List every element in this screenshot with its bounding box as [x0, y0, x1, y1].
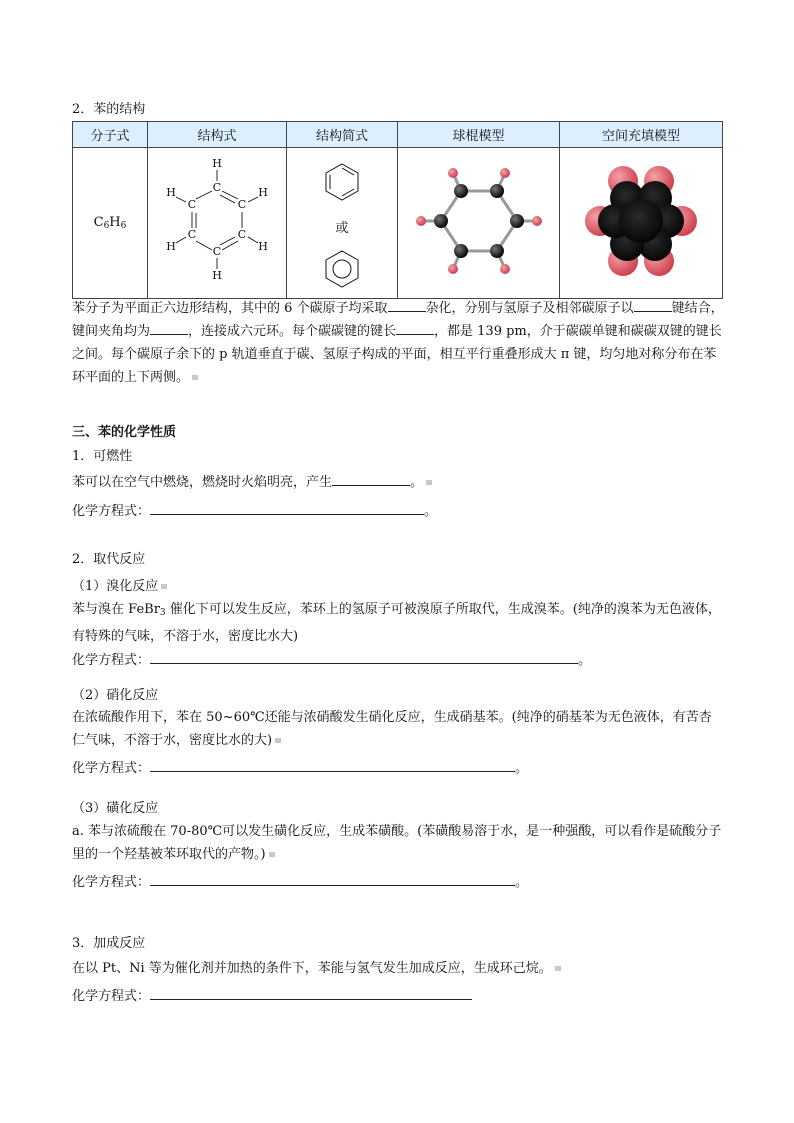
space-filling-model-image [581, 161, 701, 281]
nitration-text: 在浓硫酸作用下，苯在 50~60℃还能与浓硝酸发生硝化反应，生成硝基苯。(纯净的硝基苯为无色液体，有苦杏仁气味，不溶于水，密度比水的大) [72, 710, 712, 748]
hydrogen-atom-label: H [212, 269, 222, 282]
simplified-structure-cell [287, 148, 398, 299]
or-label: 或 [335, 220, 349, 236]
sulfonation-heading: （3）磺化反应 [72, 801, 159, 816]
ball-stick-model-cell [398, 148, 560, 299]
table-header-row [73, 122, 723, 148]
section-heading-structure: 2．苯的结构 [72, 102, 146, 117]
carbon-atom-label: C [212, 245, 222, 258]
small-mark-icon [275, 738, 281, 743]
small-mark-icon [426, 480, 432, 485]
blank-sulfonation-equation [150, 871, 515, 886]
blank-nitration-equation [150, 757, 515, 772]
kekule-benzene-icon [322, 161, 362, 203]
header-ball-stick-model: 球棍模型 [398, 122, 560, 148]
addition-equation: 化学方程式： [72, 985, 472, 1004]
bromination-heading: （1）溴化反应 [72, 575, 167, 594]
carbon-atom-label: C [237, 198, 247, 211]
carbon-atom-label: C [187, 228, 197, 241]
sulfonation-equation: 化学方程式： 。 [72, 871, 528, 890]
space-filling-model-cell [560, 148, 723, 299]
sulfonation-text: a. 苯与浓硫酸在 70-80℃可以发生磺化反应，生成苯磺酸。(苯磺酸易溶于水，是一种强酸，可以看作是硫酸分子里的一个羟基被苯环取代的产物。) [72, 824, 722, 862]
hydrogen-atom-label: H [212, 157, 222, 170]
section-heading-chemical-properties: 三、苯的化学性质 [72, 425, 177, 440]
header-structural-formula: 结构式 [148, 122, 287, 148]
combustion-equation: 化学方程式： 。 [72, 500, 437, 519]
addition-text: 在以 Pt、Ni 等为催化剂并加热的条件下，苯能与氢气发生加成反应，生成环己烷。 [72, 957, 561, 976]
nitration-heading: （2）硝化反应 [72, 688, 159, 703]
nitration-equation: 化学方程式： 。 [72, 757, 528, 776]
structure-description: 苯分子为平面正六边形结构，其中的 6 个碳原子均采取 杂化，分别与氢原子及相邻碳原子以 键结合，键间夹角均为 ，连接成六元环。每个碳碳键的键长 ，都是 139 pm，介于碳碳单键和碳碳双键的键长之间。每个碳原子余下的 p 轨道垂直于碳、氢原子构成的平面，相互平行重叠形成大 π 键，均匀地对称分布在苯环平面的上下两侧。 [72, 297, 724, 389]
bromination-equation: 化学方程式： 。 [72, 649, 591, 668]
hydrogen-atom-label: H [258, 240, 268, 253]
blank-bromination-equation [150, 649, 578, 664]
carbon-atom-label: C [237, 228, 247, 241]
structural-formula-diagram [157, 156, 277, 286]
ball-stick-model-image [414, 161, 544, 281]
carbon-atom-label: C [187, 198, 197, 211]
structural-formula-cell [148, 148, 287, 299]
molecular-formula: $C_6H_6$ [93, 215, 127, 231]
blank-bond-length [396, 320, 434, 335]
header-space-filling-model: 空间充填模型 [560, 122, 723, 148]
table-row [73, 148, 723, 299]
aromatic-benzene-icon [322, 248, 362, 290]
hydrogen-atom-label: H [166, 240, 176, 253]
addition-heading: 3．加成反应 [72, 936, 146, 951]
blank-combustion-equation [150, 500, 424, 515]
blank-addition-equation [150, 985, 472, 1000]
hydrogen-atom-label: H [258, 186, 268, 199]
blank-bond-angle [150, 320, 188, 335]
small-mark-icon [192, 375, 198, 380]
substitution-heading: 2．取代反应 [72, 552, 146, 567]
small-mark-icon [269, 852, 275, 857]
hydrogen-atom-label: H [166, 186, 176, 199]
combustion-heading: 1．可燃性 [72, 449, 133, 464]
blank-combustion-product [332, 471, 410, 486]
blank-bond-type [634, 297, 672, 312]
bromination-text: 苯与溴在 FeBr$_3$ 催化下可以发生反应，苯环上的氢原子可被溴原子所取代，生成溴苯。(纯净的溴苯为无色液体，有特殊的气味，不溶于水，密度比水大) [72, 602, 721, 644]
combustion-text: 苯可以在空气中燃烧，燃烧时火焰明亮，产生 。 [72, 471, 432, 490]
header-molecular-formula: 分子式 [73, 122, 148, 148]
benzene-structure-table [72, 121, 723, 299]
small-mark-icon [555, 966, 561, 971]
carbon-atom-label: C [212, 181, 222, 194]
header-simplified-structure: 结构简式 [287, 122, 398, 148]
molecular-formula-cell [73, 148, 148, 299]
blank-hybridization [388, 297, 426, 312]
small-mark-icon [161, 584, 167, 589]
